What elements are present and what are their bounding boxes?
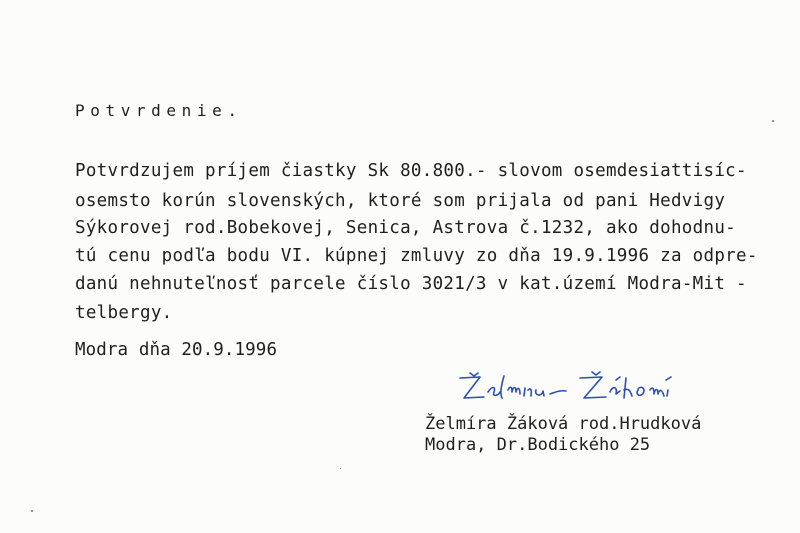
- paper-speck: [772, 120, 774, 122]
- signer-name: Želmíra Žáková rod.Hrudková: [425, 414, 702, 434]
- signer-block: [425, 414, 701, 456]
- document-title: Potvrdenie.: [75, 101, 243, 120]
- body-line-5: danú nehnuteľnosť parcele číslo 3021/3 v kat.území Modra-Mit -: [75, 274, 747, 294]
- paper-speck: [31, 510, 33, 512]
- body-line-1: Potvrdzujem príjem čiastky Sk 80.800.- slovom osemdesiattisíc-: [75, 161, 747, 181]
- signer-address: Modra, Dr.Bodického 25: [425, 435, 651, 455]
- paper-speck: [340, 468, 341, 469]
- body-line-4: tú cenu podľa bodu VI. kúpnej zmluvy zo dňa 19.9.1996 za odpre-: [75, 246, 758, 266]
- place-and-date: Modra dňa 20.9.1996: [75, 340, 278, 360]
- body-line-3: Sýkorovej rod.Bobekovej, Senica, Astrova č.1232, ako dohodnu-: [75, 218, 736, 238]
- body-line-2: osemsto korún slovenských, ktoré som prijala od pani Hedvigy: [75, 191, 726, 211]
- handwritten-signature: [452, 368, 702, 408]
- body-line-6: telbergy.: [75, 303, 173, 323]
